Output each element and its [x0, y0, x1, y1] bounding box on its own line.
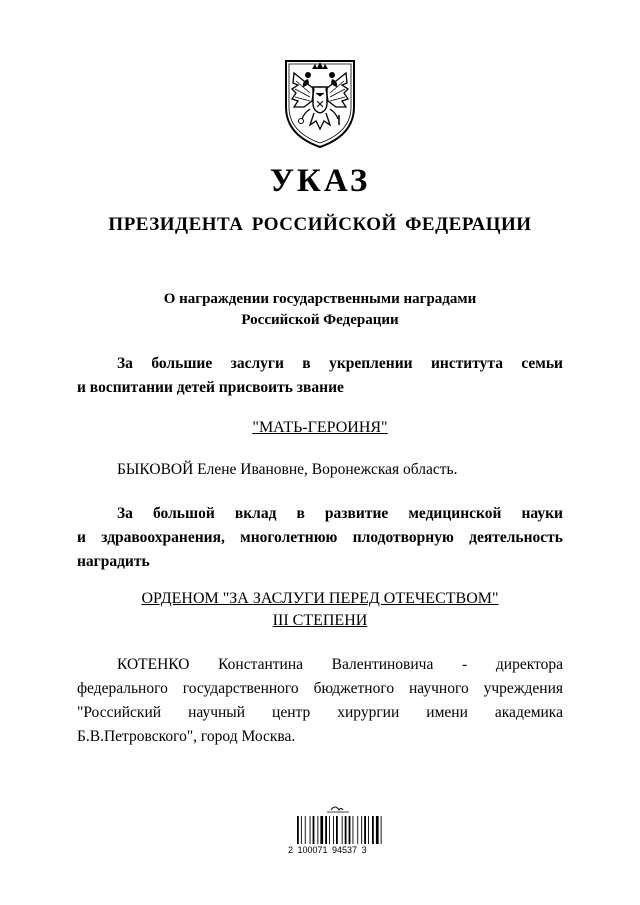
- paragraph-line: За большой вклад в развитие медицинской науки: [117, 505, 563, 522]
- heading-line: О награждении государственными наградами: [163, 291, 477, 307]
- coat-of-arms-icon: [280, 55, 360, 151]
- paragraph-line: За большие заслуги в укреплении института семьи: [117, 355, 563, 372]
- paragraph-line: и воспитании детей присвоить звание: [77, 379, 344, 396]
- paragraph-line: КОТЕНКО Константина Валентиновича - директора: [117, 656, 563, 673]
- section2-text: [77, 502, 563, 574]
- document-subtitle: ПРЕЗИДЕНТА РОССИЙСКОЙ ФЕДЕРАЦИИ: [108, 214, 532, 235]
- award-name-line: ОРДЕНОМ "ЗА ЗАСЛУГИ ПЕРЕД ОТЕЧЕСТВОМ": [141, 590, 499, 607]
- paragraph-line: Б.В.Петровского", город Москва.: [77, 728, 296, 745]
- paragraph-line: "Российский научный центр хирургии имени академика: [77, 704, 563, 721]
- heading-line: Российской Федерации: [241, 312, 399, 328]
- award-name-line: III СТЕПЕНИ: [272, 612, 368, 629]
- barcode-number: 2 100071 94537 3: [288, 845, 367, 855]
- award-title-2: [0, 588, 640, 632]
- recipient-1: БЫКОВОЙ Елене Ивановне, Воронежская область.: [117, 461, 458, 478]
- decree-heading: [0, 289, 640, 331]
- paragraph-line: федерального государственного бюджетного научного учреждения: [77, 680, 563, 697]
- section1-text: [77, 352, 563, 400]
- recipient-2: [77, 653, 563, 749]
- award-title-1: [0, 417, 640, 439]
- award-name: "МАТЬ-ГЕРОИНЯ": [252, 419, 388, 436]
- paragraph-line: и здравоохранения, многолетнюю плодотворную деятельность: [77, 529, 563, 546]
- paragraph-line: наградить: [77, 553, 150, 570]
- document-title: УКАЗ: [269, 163, 371, 199]
